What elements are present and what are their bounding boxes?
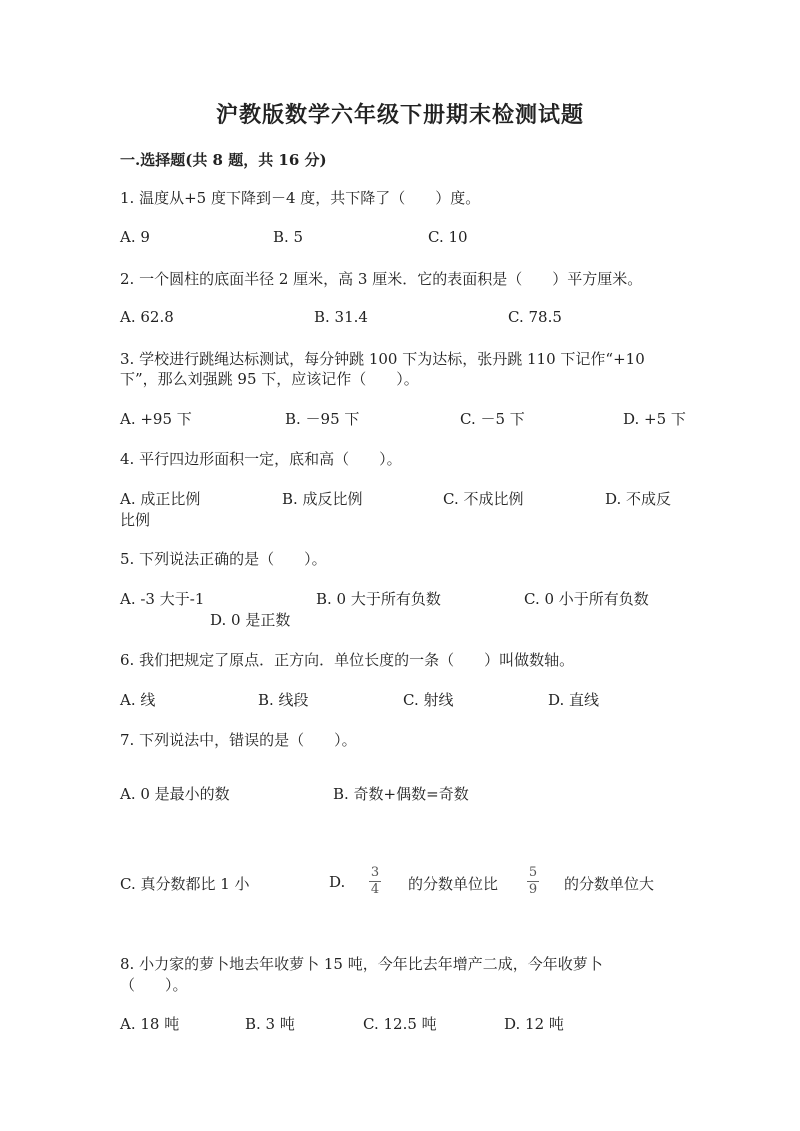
question-3-line-1: 3. 学校进行跳绳达标测试，每分钟跳 100 下为达标，张丹跳 110 下记作“+10 [120,350,645,368]
q5-option-b[interactable]: B. 0 大于所有负数 [316,590,441,608]
q4-option-d[interactable]: D. 不成反 [605,490,672,508]
q4-option-d-wrap[interactable]: 比例 [120,511,151,529]
q4-option-a[interactable]: A. 成正比例 [120,490,201,508]
q7-option-c[interactable]: C. 真分数都比 1 小 [120,875,250,893]
q5-option-d[interactable]: D. 0 是正数 [210,611,291,629]
question-2: 2. 一个圆柱的底面半径 2 厘米，高 3 厘米．它的表面积是（ ）平方厘米。 [120,270,643,288]
page-title: 沪教版数学六年级下册期末检测试题 [215,102,584,128]
fraction-denominator: 9 [528,882,538,897]
q7-option-d-text-1: 的分数单位比 [408,875,499,893]
q8-option-c[interactable]: C. 12.5 吨 [363,1015,437,1033]
q3-option-c[interactable]: C. －5 下 [460,410,525,428]
question-8-line-1: 8. 小力家的萝卜地去年收萝卜 15 吨，今年比去年增产二成，今年收萝卜 [120,955,603,973]
q2-option-b[interactable]: B. 31.4 [314,308,368,326]
question-3-line-2: 下”，那么刘强跳 95 下，应该记作（ ）。 [120,370,419,388]
q5-option-a[interactable]: A. -3 大于-1 [120,590,205,608]
fraction-3-4 [369,866,381,897]
fraction-denominator: 4 [370,882,380,897]
q5-option-c[interactable]: C. 0 小于所有负数 [524,590,649,608]
question-4: 4. 平行四边形面积一定，底和高（ ）。 [120,450,402,468]
q7-option-b[interactable]: B. 奇数+偶数=奇数 [333,785,469,803]
q8-option-a[interactable]: A. 18 吨 [120,1015,180,1033]
fraction-numerator: 3 [370,865,380,880]
q6-option-c[interactable]: C. 射线 [403,691,454,709]
fraction-numerator: 5 [528,865,538,880]
q3-option-b[interactable]: B. －95 下 [285,410,360,428]
q7-option-d[interactable]: D. [329,873,346,891]
q1-option-a[interactable]: A. 9 [120,228,150,246]
question-6: 6. 我们把规定了原点．正方向．单位长度的一条（ ）叫做数轴。 [120,651,575,669]
q3-option-d[interactable]: D. +5 下 [623,410,686,428]
q7-option-a[interactable]: A. 0 是最小的数 [120,785,230,803]
q4-option-b[interactable]: B. 成反比例 [282,490,363,508]
q6-option-d[interactable]: D. 直线 [548,691,600,709]
q7-option-d-text-2: 的分数单位大 [564,875,655,893]
q6-option-a[interactable]: A. 线 [120,691,156,709]
q3-option-a[interactable]: A. +95 下 [120,410,192,428]
q2-option-a[interactable]: A. 62.8 [120,308,174,326]
question-1: 1. 温度从+5 度下降到－4 度，共下降了（ ）度。 [120,189,481,207]
q4-option-c[interactable]: C. 不成比例 [443,490,524,508]
q2-option-c[interactable]: C. 78.5 [508,308,562,326]
section-heading: 一.选择题(共 8 题，共 16 分) [120,151,327,169]
question-7: 7. 下列说法中，错误的是（ ）。 [120,731,357,749]
q6-option-b[interactable]: B. 线段 [258,691,309,709]
q8-option-b[interactable]: B. 3 吨 [245,1015,295,1033]
q1-option-b[interactable]: B. 5 [273,228,304,246]
fraction-5-9 [527,866,539,897]
q8-option-d[interactable]: D. 12 吨 [504,1015,564,1033]
question-8-line-2: （ ）。 [120,976,188,994]
question-5: 5. 下列说法正确的是（ ）。 [120,550,327,568]
q1-option-c[interactable]: C. 10 [428,228,468,246]
